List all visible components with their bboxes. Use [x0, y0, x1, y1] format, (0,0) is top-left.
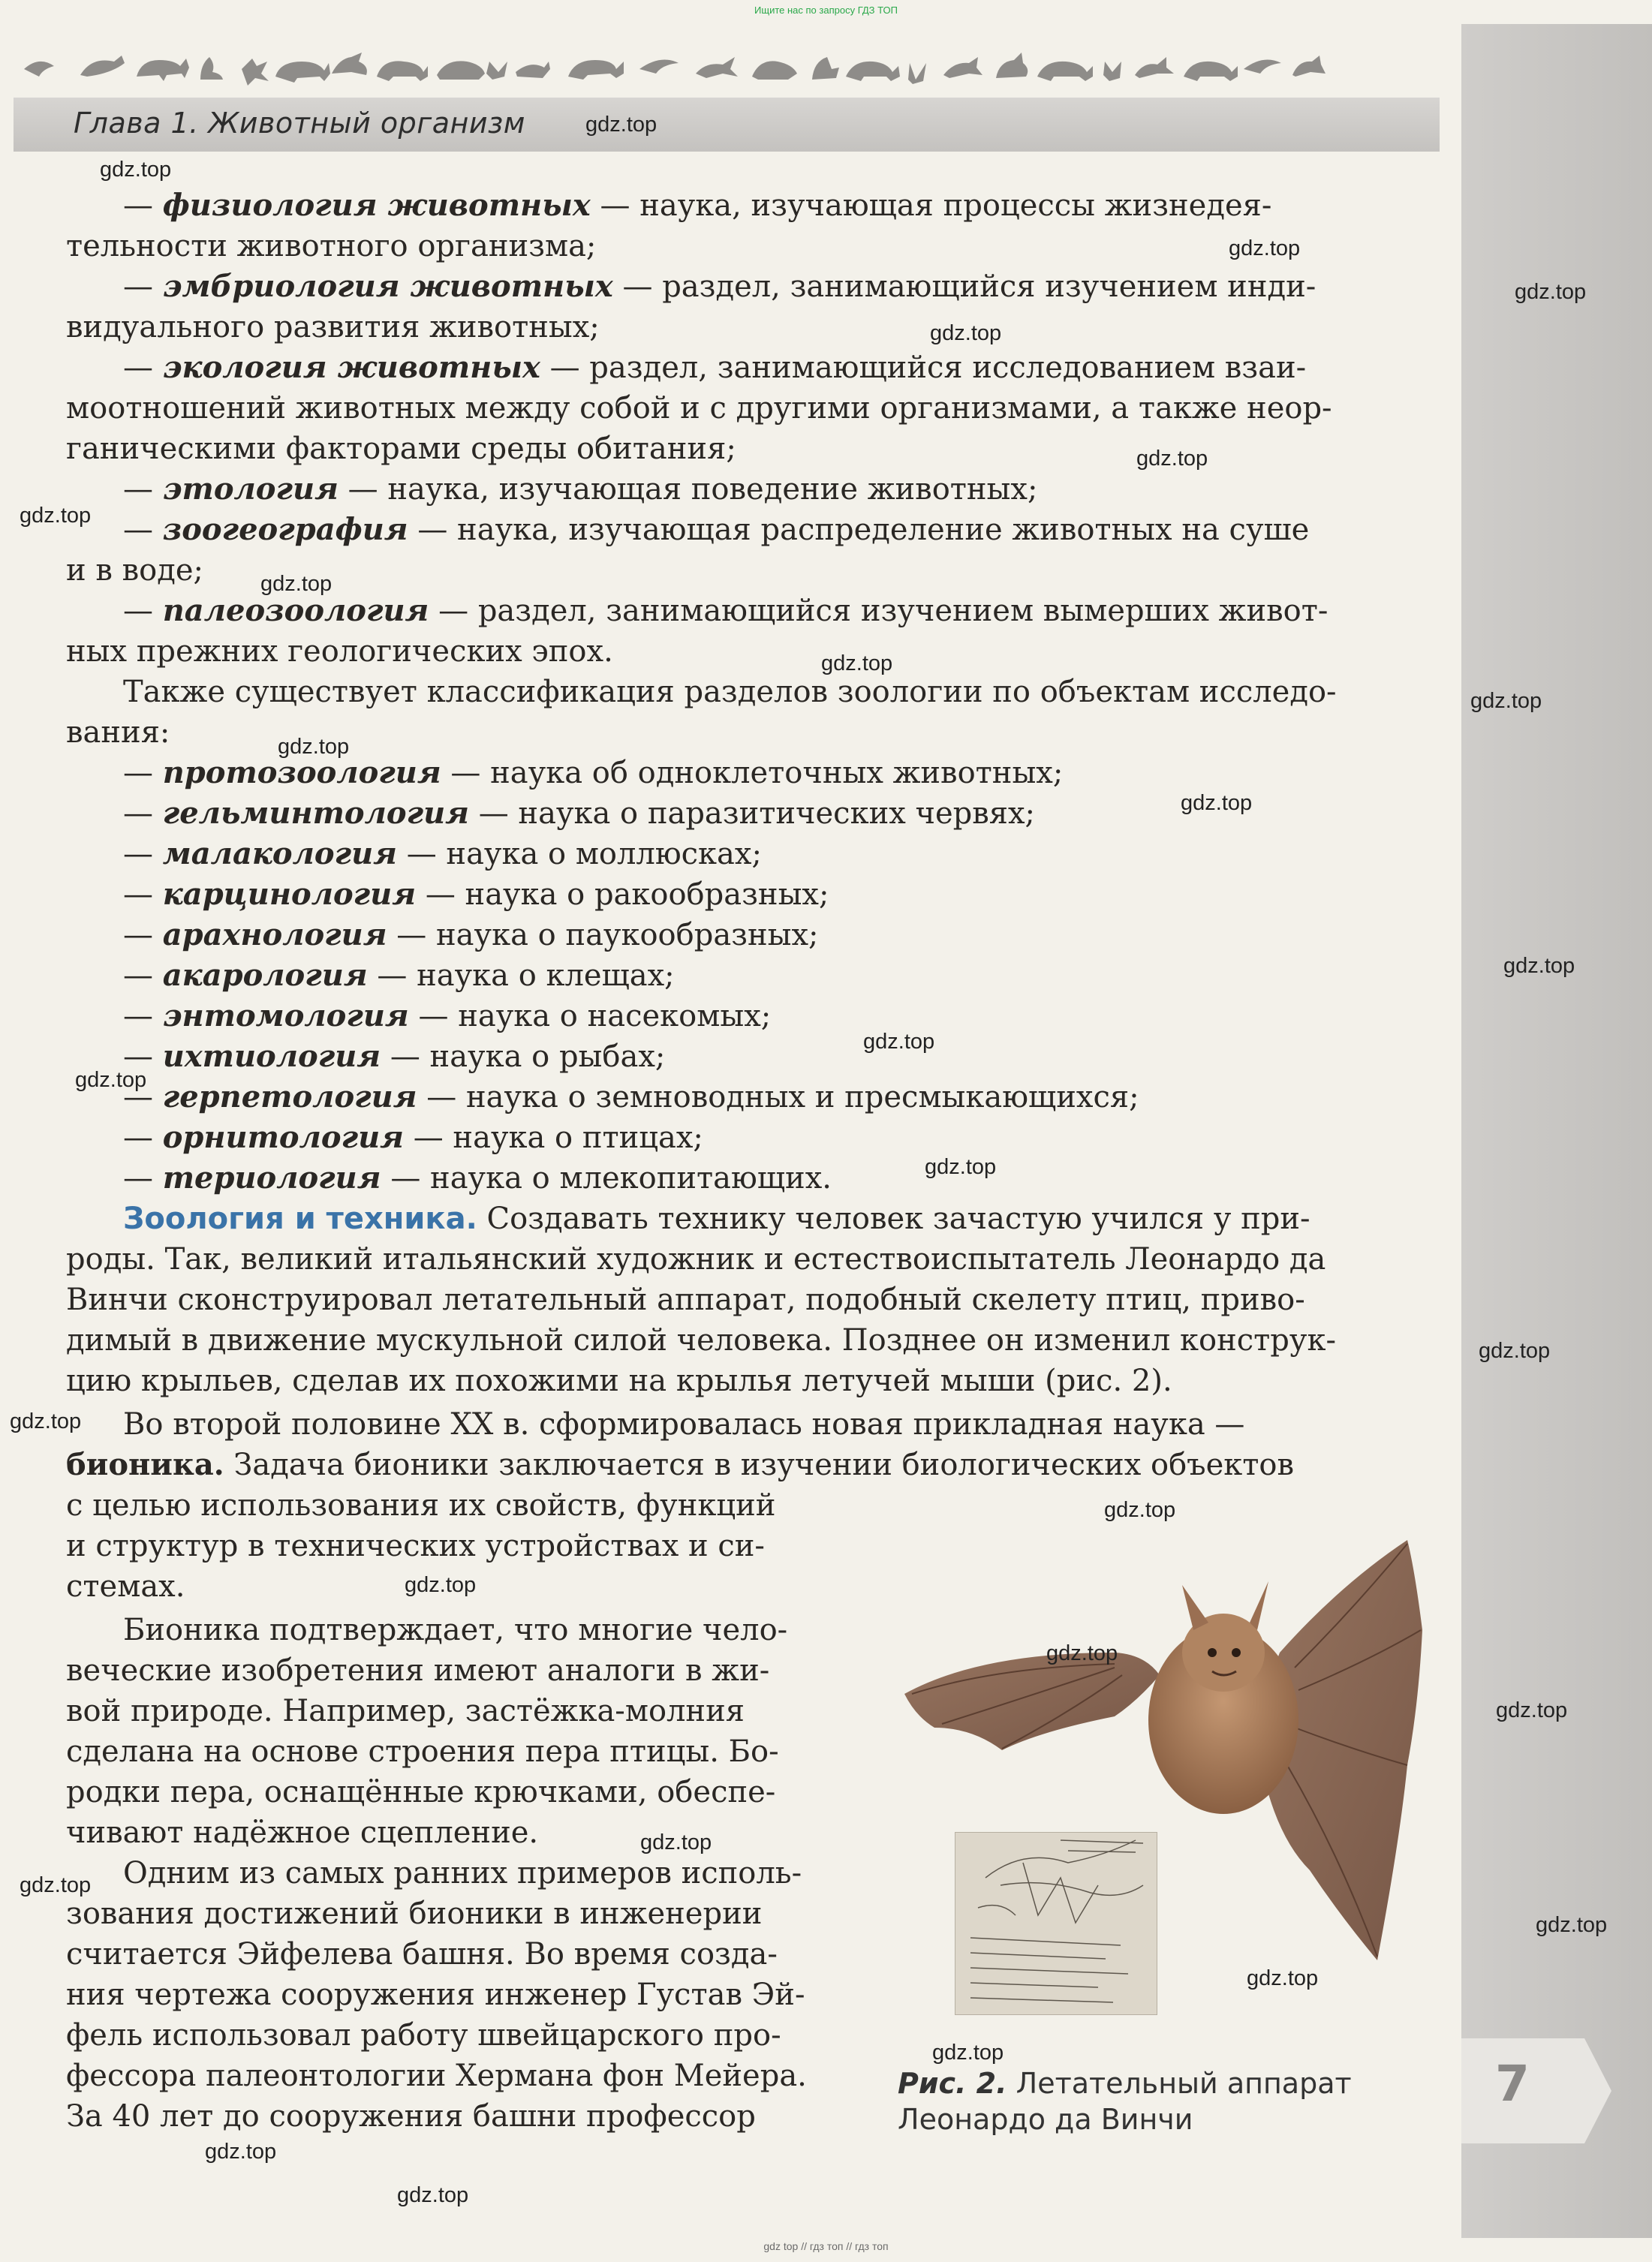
- paragraph-line: цию крыльев, сделав их похожими на крылья летучей мыши (рис. 2).: [66, 1364, 1172, 1398]
- bottom-footer-note: gdz top // гдз топ // гдз топ: [763, 2240, 889, 2252]
- paragraph-line: фессора палеонтологии Хермана фон Мейера.: [66, 2059, 807, 2093]
- list-item: — карцинология — наука о ракообразных;: [123, 877, 829, 912]
- paragraph-line: стемах.: [66, 1569, 185, 1604]
- list-item: — эмбриология животных — раздел, занимающийся изучением инди-: [123, 269, 1316, 304]
- watermark-text: gdz.top: [930, 321, 1002, 345]
- list-item: — энтомология — наука о насекомых;: [123, 998, 772, 1033]
- term: физиология животных: [162, 188, 591, 223]
- watermark-text: gdz.top: [10, 1409, 82, 1433]
- paragraph-line: с целью использования их свойств, функций: [66, 1488, 776, 1523]
- page-number: 7: [1495, 2055, 1530, 2113]
- watermark-text: gdz.top: [205, 2140, 277, 2164]
- paragraph-line: Во второй половине XX в. сформировалась новая прикладная наука —: [123, 1407, 1245, 1442]
- paragraph-line: бионика. Задача бионики заключается в изучении биологических объектов: [66, 1447, 1294, 1482]
- watermark-text: gdz.top: [20, 504, 92, 528]
- bionics-term: бионика.: [66, 1447, 224, 1482]
- paragraph-line: и структур в технических устройствах и си-: [66, 1529, 765, 1563]
- list-item-continuation: моотношений животных между собой и с другими организмами, а также неор-: [66, 391, 1332, 426]
- paragraph-line: роды. Так, великий итальянский художник и естествоиспытатель Леонардо да: [66, 1242, 1326, 1277]
- watermark-text: gdz.top: [20, 1873, 92, 1897]
- paragraph-line: За 40 лет до сооружения башни профессор: [66, 2099, 756, 2134]
- paragraph-line: Винчи сконструировал летательный аппарат, подобный скелету птиц, приво-: [66, 1283, 1305, 1317]
- watermark-text: gdz.top: [640, 1830, 712, 1854]
- term: экология животных: [162, 350, 540, 385]
- list-item: — герпетология — наука о земноводных и пресмыкающихся;: [123, 1079, 1139, 1114]
- figure-caption: [898, 2065, 1352, 2137]
- paragraph-line: чивают надёжное сцепление.: [66, 1815, 539, 1850]
- list-item: — гельминтология — наука о паразитических червях;: [123, 796, 1036, 831]
- watermark-text: gdz.top: [1229, 236, 1301, 260]
- watermark-text: gdz.top: [863, 1030, 935, 1054]
- technique-paragraph-first-line: Зоология и техника. Создавать технику человек зачастую учился у при-: [123, 1202, 1310, 1236]
- watermark-text: gdz.top: [1181, 791, 1253, 815]
- paragraph-line: Бионика подтверждает, что многие чело-: [123, 1613, 788, 1647]
- watermark-text: gdz.top: [1536, 1913, 1608, 1937]
- list-item: — физиология животных — наука, изучающая процессы жизнедея-: [123, 188, 1272, 223]
- list-item-continuation: ных прежних геологических эпох.: [66, 634, 613, 669]
- paragraph-line: зования достижений бионики в инженерии: [66, 1897, 763, 1931]
- classification-intro: Также существует классификация разделов зоологии по объектам исследо-: [123, 675, 1337, 709]
- list-item: — териология — наука о млекопитающих.: [123, 1160, 832, 1196]
- animal-silhouette-strip: [17, 47, 1330, 90]
- list-item: — этология — наука, изучающая поведение животных;: [123, 471, 1038, 507]
- paragraph-line: веческие изобретения имеют аналоги в жи-: [66, 1653, 770, 1688]
- list-item-continuation: и в воде;: [66, 553, 203, 588]
- watermark-text: gdz.top: [1479, 1339, 1551, 1363]
- watermark-text: gdz.top: [1104, 1498, 1176, 1522]
- list-item-continuation: тельности животного организма;: [66, 229, 597, 263]
- list-item-continuation: ганическими факторами среды обитания;: [66, 432, 736, 466]
- term: эмбриология животных: [162, 269, 613, 304]
- watermark-text: gdz.top: [75, 1068, 147, 1092]
- chapter-title: Глава 1. Животный организм: [74, 107, 525, 140]
- term: палеозоология: [162, 593, 429, 628]
- watermark-text: gdz.top: [260, 572, 333, 596]
- section-heading: Зоология и техника.: [123, 1202, 477, 1236]
- paragraph-line: родки пера, оснащённые крючками, обеспе-: [66, 1775, 776, 1809]
- watermark-text: gdz.top: [1515, 280, 1587, 304]
- side-margin-band: [1461, 24, 1652, 2238]
- list-item: — орнитология — наука о птицах;: [123, 1120, 703, 1155]
- watermark-text: gdz.top: [405, 1573, 477, 1597]
- figure-caption-line: Леонардо да Винчи: [898, 2103, 1193, 2136]
- watermark-text: gdz.top: [932, 2041, 1004, 2065]
- list-item: — ихтиология — наука о рыбах;: [123, 1039, 666, 1074]
- classification-intro-continuation: вания:: [66, 715, 170, 750]
- watermark-text: gdz.top: [1136, 447, 1208, 471]
- list-item: — малакология — наука о моллюсках;: [123, 836, 762, 871]
- list-item: — акарология — наука о клещах;: [123, 958, 675, 993]
- list-item: — палеозоология — раздел, занимающийся изучением вымерших живот-: [123, 593, 1329, 628]
- paragraph-line: вой природе. Например, застёжка-молния: [66, 1694, 745, 1728]
- list-item: — арахнология — наука о паукообразных;: [123, 917, 819, 952]
- list-item: — экология животных — раздел, занимающийся исследованием взаи-: [123, 350, 1307, 385]
- watermark-text: gdz.top: [100, 158, 172, 182]
- watermark-text: gdz.top: [278, 735, 350, 759]
- term: этология: [162, 471, 339, 507]
- watermark-text: gdz.top: [1496, 1698, 1568, 1722]
- paragraph-line: димый в движение мускульной силой человека. Позднее он изменил конструк-: [66, 1323, 1336, 1358]
- figure-label: Рис. 2.: [898, 2067, 1007, 2100]
- list-item: — зоогеография — наука, изучающая распределение животных на суше: [123, 512, 1310, 547]
- watermark-text: gdz.top: [1470, 689, 1542, 713]
- paragraph-line: сделана на основе строения пера птицы. Бо-: [66, 1734, 779, 1769]
- term: зоогеография: [162, 512, 408, 547]
- watermark-text: gdz.top: [1247, 1966, 1319, 1990]
- paragraph-line: фель использовал работу швейцарского про-: [66, 2018, 781, 2053]
- paragraph-line: ния чертежа сооружения инженер Густав Эй-: [66, 1978, 805, 2012]
- top-search-note: Ищите нас по запросу ГДЗ ТОП: [754, 5, 898, 16]
- watermark-text: gdz.top: [397, 2183, 469, 2207]
- watermark-text: gdz.top: [1503, 954, 1575, 978]
- watermark-text: gdz.top: [821, 651, 893, 675]
- paragraph-line: Одним из самых ранних примеров исполь-: [123, 1856, 802, 1891]
- watermark-text: gdz.top: [1046, 1641, 1118, 1665]
- list-item-continuation: видуального развития животных;: [66, 310, 600, 344]
- watermark-text: gdz.top: [585, 113, 657, 137]
- leonardo-sketch-image: [955, 1832, 1157, 2015]
- list-item: — протозоология — наука об одноклеточных животных;: [123, 755, 1064, 790]
- page-number-tab: [1461, 2038, 1611, 2143]
- watermark-text: gdz.top: [925, 1155, 997, 1179]
- paragraph-line: считается Эйфелева башня. Во время созда-: [66, 1937, 778, 1972]
- figure-caption-line: Рис. 2. Летательный аппарат: [898, 2067, 1352, 2100]
